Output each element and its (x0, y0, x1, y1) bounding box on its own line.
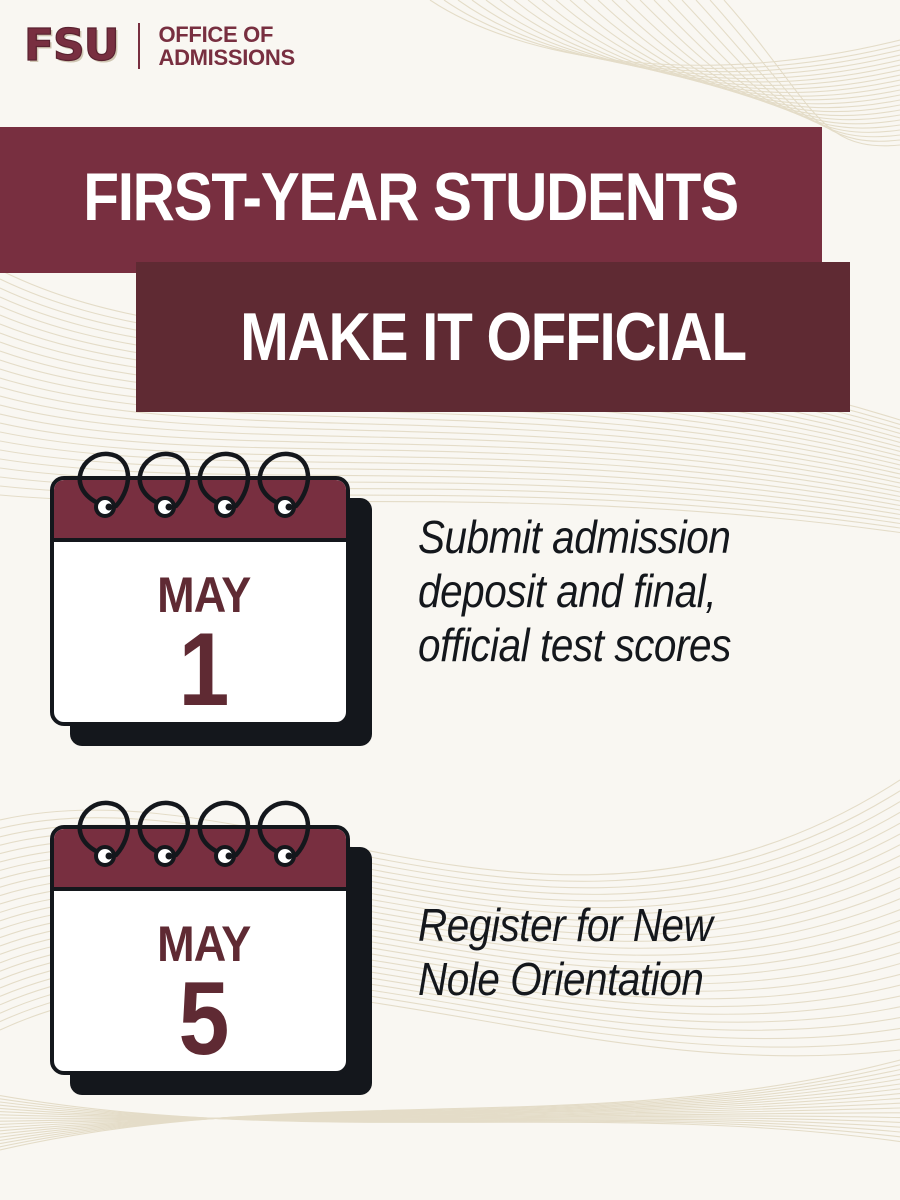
office-line-1: OFFICE OF (158, 22, 274, 47)
deadline-description-1 (418, 510, 888, 672)
office-name (158, 23, 294, 69)
fsu-admissions-logo[interactable] (24, 20, 295, 72)
deadline-description-2 (418, 898, 888, 1006)
headline-banner-2 (136, 262, 850, 412)
calendar-rings-icon (46, 797, 356, 887)
calendar-icon (46, 797, 376, 1097)
headline-line-1: FIRST-YEAR STUDENTS (83, 159, 739, 235)
calendar-icon (46, 448, 376, 748)
headline-line-2: MAKE IT OFFICIAL (240, 299, 746, 375)
calendar-day: 1 (178, 612, 230, 726)
description-line: Submit admission (418, 511, 731, 563)
description-line: Nole Orientation (418, 953, 704, 1005)
fsu-logo-mark: FSU (24, 20, 119, 71)
logo-divider (138, 23, 140, 69)
calendar-rings-icon (46, 448, 356, 538)
calendar-day: 5 (178, 961, 230, 1075)
calendar-month: MAY (157, 916, 251, 972)
description-line: Register for New (418, 899, 713, 951)
office-line-2: ADMISSIONS (158, 45, 295, 70)
headline-banner-1 (0, 127, 822, 273)
description-line: official test scores (418, 619, 731, 671)
calendar-month: MAY (157, 567, 251, 623)
description-line: deposit and final, (418, 565, 717, 617)
